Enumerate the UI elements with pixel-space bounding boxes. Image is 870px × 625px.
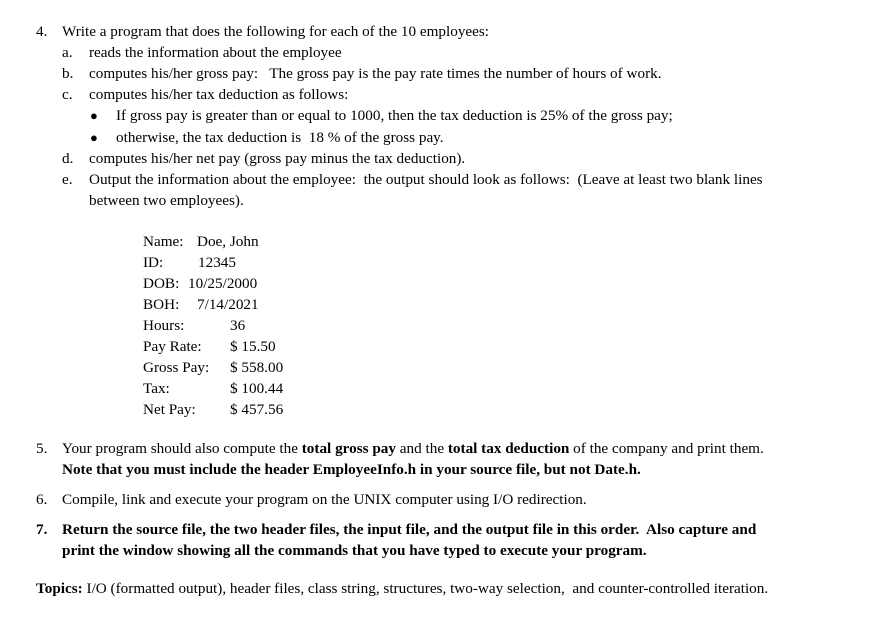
name-label: Name:	[143, 233, 184, 250]
item-5-bold-2: total tax deduction	[447, 440, 570, 457]
item-4c-text: computes his/her tax deduction as follows:	[89, 86, 349, 103]
item-5-part-2: and the	[395, 440, 448, 457]
topics-line	[36, 580, 768, 598]
item-4a-text: reads the information about the employee	[89, 44, 342, 61]
rate-label: Pay Rate:	[143, 338, 202, 355]
rate-value: $ 15.50	[230, 338, 276, 355]
item-5-text	[62, 440, 764, 458]
item-4-text: Write a program that does the following for each of the 10 employees:	[62, 23, 490, 40]
item-6-number: 6.	[36, 491, 48, 508]
id-label: ID:	[143, 254, 164, 271]
net-label: Net Pay:	[143, 401, 196, 418]
item-7-line-2: print the window showing all the commands that you have typed to execute your program.	[62, 542, 647, 559]
boh-label: BOH:	[143, 296, 180, 313]
item-4-number: 4.	[36, 23, 48, 40]
item-4c-label: c.	[62, 86, 73, 103]
bullet-1-text: If gross pay is greater than or equal to 1000, then the tax deduction is 25% of the gross pay;	[116, 107, 673, 124]
item-5-part-3: of the company and print them.	[569, 440, 764, 457]
dob-value: 10/25/2000	[188, 275, 258, 292]
tax-label: Tax:	[143, 380, 170, 397]
net-value: $ 457.56	[230, 401, 284, 418]
item-7-number: 7.	[36, 521, 48, 538]
gross-value: $ 558.00	[230, 359, 284, 376]
item-4e-label: e.	[62, 171, 73, 188]
item-5-number: 5.	[36, 440, 48, 457]
item-6-text: Compile, link and execute your program on the UNIX computer using I/O redirection.	[62, 491, 587, 508]
item-4b-label: b.	[62, 65, 74, 82]
item-4e-text: Output the information about the employee: the output should look as follows: (Leave at least two blank lines	[89, 171, 763, 188]
item-4e-text-cont: between two employees).	[89, 192, 244, 209]
bullet-icon: ●	[90, 130, 98, 145]
item-5-bold-1: total gross pay	[301, 440, 396, 457]
bullet-2-text: otherwise, the tax deduction is 18 % of the gross pay.	[116, 129, 444, 146]
boh-value: 7/14/2021	[197, 296, 259, 313]
item-4d-label: d.	[62, 150, 74, 167]
item-5-note: Note that you must include the header EmployeeInfo.h in your source file, but not Date.h.	[62, 461, 641, 478]
tax-value: $ 100.44	[230, 380, 284, 397]
topics-label: Topics:	[36, 580, 83, 597]
item-4a-label: a.	[62, 44, 73, 61]
dob-label: DOB:	[143, 275, 180, 292]
item-4b-text: computes his/her gross pay: The gross pay is the pay rate times the number of hours of work.	[89, 65, 662, 82]
topics-text: I/O (formatted output), header files, class string, structures, two-way selection, and counter-controlled iteration.	[82, 580, 769, 597]
hours-value: 36	[230, 317, 246, 334]
gross-label: Gross Pay:	[143, 359, 210, 376]
bullet-icon: ●	[90, 108, 98, 123]
item-5-part-1: Your program should also compute the	[62, 440, 302, 457]
item-4d-text: computes his/her net pay (gross pay minus the tax deduction).	[89, 150, 466, 167]
name-value: Doe, John	[197, 233, 259, 250]
item-7-line-1: Return the source file, the two header files, the input file, and the output file in this order. Also capture and	[62, 521, 757, 538]
id-value: 12345	[198, 254, 236, 271]
hours-label: Hours:	[143, 317, 185, 334]
